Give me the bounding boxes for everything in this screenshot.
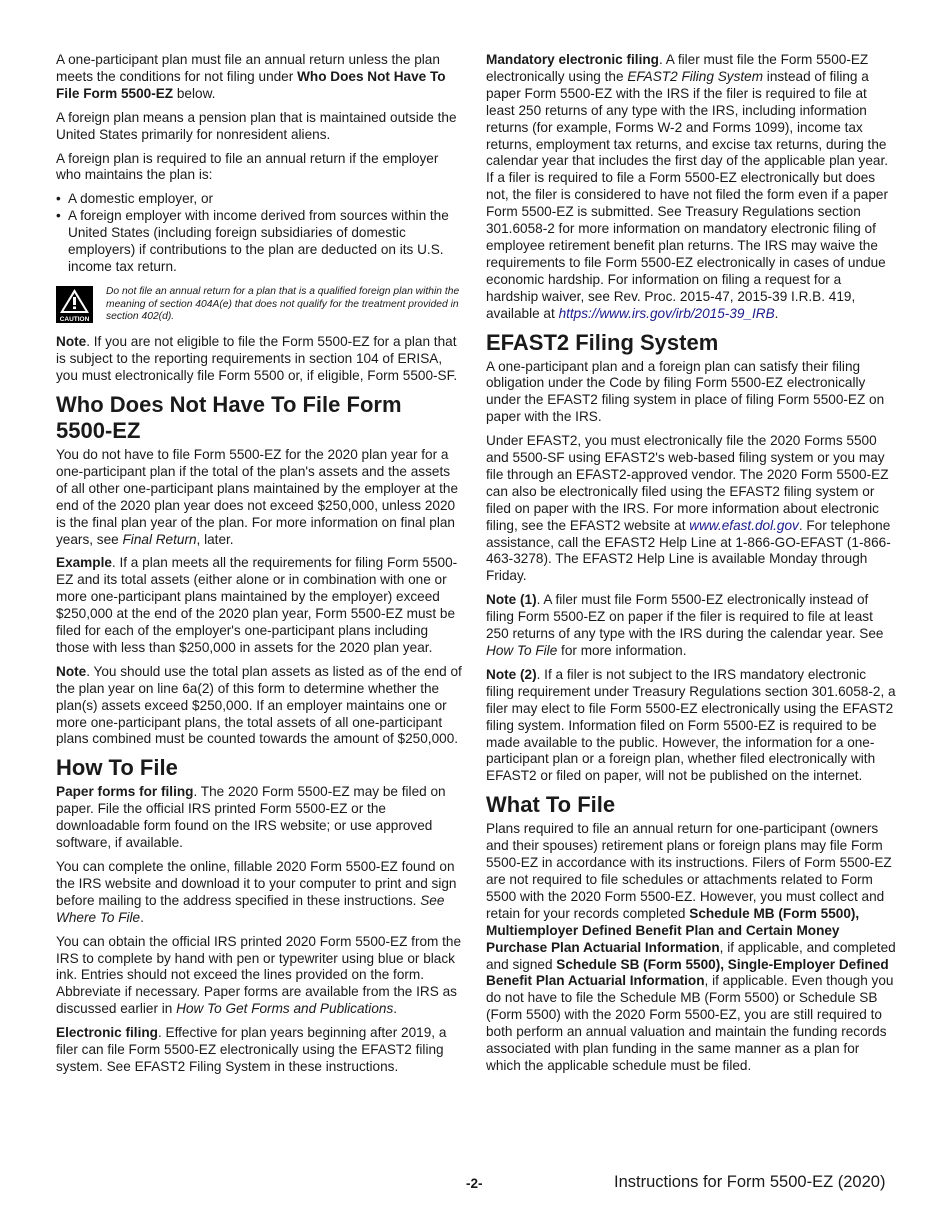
paper-forms-paragraph: Paper forms for filing. The 2020 Form 5500-EZ may be filed on paper. File the official IRS printed Form 5500-EZ or the downloadable form found on the IRS website; or use approved software, if available. (56, 784, 446, 851)
left-column (56, 52, 463, 1083)
electronic-filing-paragraph: Electronic filing. Effective for plan years beginning after 2019, a filer can file Form 5500-EZ electronically using the EFAST2 filing system. See EFAST2 Filing System in these instructions. (56, 1025, 447, 1074)
caution-triangle-icon (56, 286, 93, 323)
efast-paragraph-1: A one-participant plan and a foreign plan can satisfy their filing obligation under the Code by filing Form 5500-EZ electronically under the EFAST2 filing system in place of filing Form 5500-EZ on paper with the IRS. (486, 358, 885, 425)
efast-paragraph-2: Under EFAST2, you must electronically file the 2020 Forms 5500 and 5500-SF using EFAST2's web-based filing system or you may file through an EFAST2-approved vendor. The 2020 Form 5500-EZ can also be electronically filed using the EFAST2 filing system or filed on paper with the IRS. For more information about electronic filing, see the EFAST2 website at www.efast.dol.gov. For telephone assistance, call the EFAST2 Help Line at 1-866-GO-EFAST (1-866-463-3278). The EFAST2 Help Line is available Monday through Friday. (486, 433, 891, 584)
efast-website-link[interactable]: www.efast.dol.gov (689, 517, 799, 533)
printed-form-paragraph: You can obtain the official IRS printed 2020 Form 5500-EZ from the IRS to complete by hand with pen or typewriter using blue or black ink. Entries should not exceed the lines provided on the form. Abbreviate if necessary. Paper forms are available from the IRS as discussed earlier in How To Get Forms and Publications. (56, 933, 462, 1017)
list-item: • A foreign employer with income derived from sources within the United States (including foreign subsidiaries of domestic employers) if contributions to the plan are deducted on its U.S. income tax return. (56, 208, 463, 276)
who-paragraph: You do not have to file Form 5500-EZ for the 2020 plan year for a one-participant plan if the total of the plan's assets and the assets of all other one-participant plans maintained by the employer at the end of the 2020 plan year does not exceed $250,000, unless 2020 is the final plan year of the plan. For more information on final plan years, see Final Return, later. (56, 446, 459, 547)
caution-box (56, 286, 463, 324)
employer-list (56, 191, 463, 276)
caution-label: CAUTION (59, 315, 90, 323)
irb-link[interactable]: https://www.irs.gov/irb/2015-39_IRB (558, 305, 775, 321)
list-item: • A domestic employer, or (56, 191, 463, 208)
footer-title: Instructions for Form 5500-EZ (2020) (614, 1173, 886, 1191)
right-column (486, 52, 896, 1082)
heading-what-to-file: What To File (486, 792, 616, 818)
foreign-plan-requirement: A foreign plan is required to file an annual return if the employer who maintains the plan is: (56, 150, 439, 183)
foreign-plan-definition: A foreign plan means a pension plan that is maintained outside the United States primarily for nonresident aliens. (56, 109, 457, 142)
caution-text: Do not file an annual return for a plan that is a qualified foreign plan within the meaning of section 404A(e) that does not qualify for the treatment provided in section 402(d). (106, 285, 460, 323)
note-assets-paragraph: Note. You should use the total plan assets as listed as of the end of the plan year on line 6a(2) of this form to determine whether the plan(s) assets exceed $250,000. If an employer maintains one or more one-participant plans, the total assets of all one-participant plans combined must be counted towards the amount of $250,000. (56, 663, 462, 747)
heading-efast2: EFAST2 Filing System (486, 329, 719, 355)
example-paragraph: Example. If a plan meets all the requirements for filing Form 5500-EZ and its total assets (either alone or in combination with one or more one-participant plans maintained by the employer) exceed $250,000 at the end of the 2020 plan year, Form 5500-EZ must be filed for each of the employer's one-participant plans including those with less than $250,000 in assets for the 2020 plan year. (56, 555, 458, 655)
note-1-paragraph: Note (1). A filer must file Form 5500-EZ electronically instead of filing Form 5500-EZ on paper if the filer is required to file at least 250 returns of any type with the IRS during the calendar year. See How To File for more information. (486, 592, 884, 658)
online-form-paragraph: You can complete the online, fillable 2020 Form 5500-EZ found on the IRS website and download it to your computer to print and sign before mailing to the address specified in these instructions. See Where To File. (56, 859, 457, 925)
note-paragraph: Note. If you are not eligible to file the Form 5500-EZ for a plan that is subject to the reporting requirements in section 104 of ERISA, you must electronically file Form 5500 or, if eligible, Form 5500-SF. (56, 334, 458, 384)
mandatory-efiling-paragraph: Mandatory electronic filing. A filer must file the Form 5500-EZ electronically using the EFAST2 Filing System instead of filing a paper Form 5500-EZ with the IRS if the filer is required to file at least 250 returns of any type with the IRS, including information returns (for example, Forms W-2 and Forms 1099), income tax returns, employment tax returns, and excise tax returns, during the calendar year that includes the first day of the applicable plan year. If a filer is required to file a Form 5500-EZ electronically but does not, the filer is considered to have not filed the form even if a paper Form 5500-EZ is submitted. See Treasury Regulations section 301.6058-2 for more information on mandatory electronic filing of employee retirement benefit plan returns. The IRS may waive the requirements to file Form 5500-EZ electronically in cases of undue economic hardship. For information on filing a request for a hardship waiver, see Rev. Proc. 2015-47, 2015-39 I.R.B. 419, available at https://www.irs.gov/irb/2015-39_IRB. (486, 52, 889, 321)
intro-paragraph: A one-participant plan must file an annual return unless the plan meets the conditions for not filing under Who Does Not Have To File Form 5500-EZ below. (56, 52, 446, 101)
heading-how-to-file: How To File (56, 755, 178, 781)
heading-who-does-not-file: Who Does Not Have To File Form 5500-EZ (56, 391, 402, 443)
page-number: -2- (466, 1176, 483, 1191)
note-2-paragraph: Note (2). If a filer is not subject to the IRS mandatory electronic filing requirement under Treasury Regulations section 301.6058-2, a filer may elect to file Form 5500-EZ electronically using the EFAST2 filing system. Information filed on Form 5500-EZ is required to be made available to the public. However, the information for a one-participant plan or a foreign plan, whether filed electronically with EFAST2 or filed on paper, will not be published on the internet. (486, 666, 896, 784)
what-to-file-paragraph: Plans required to file an annual return for one-participant (owners and their spouses) retirement plans or foreign plans may file Form 5500-EZ in accordance with its instructions. Filers of Form 5500-EZ are not required to file schedules or attachments related to Form 5500 with the 2020 Form 5500-EZ. However, you must collect and retain for your records completed Schedule MB (Form 5500), Multiemployer Defined Benefit Plan and Certain Money Purchase Plan Actuarial Information, if applicable, and completed and signed Schedule SB (Form 5500), Single-Employer Defined Benefit Plan Actuarial Information, if applicable. Even though you do not have to file the Schedule MB (Form 5500) or Schedule SB (Form 5500) with the 2020 Form 5500-EZ, you are still required to both perform an annual valuation and maintain the funding records associated with plan funding in the same manner as a plan for which the applicable schedule must be filed. (486, 821, 896, 1073)
